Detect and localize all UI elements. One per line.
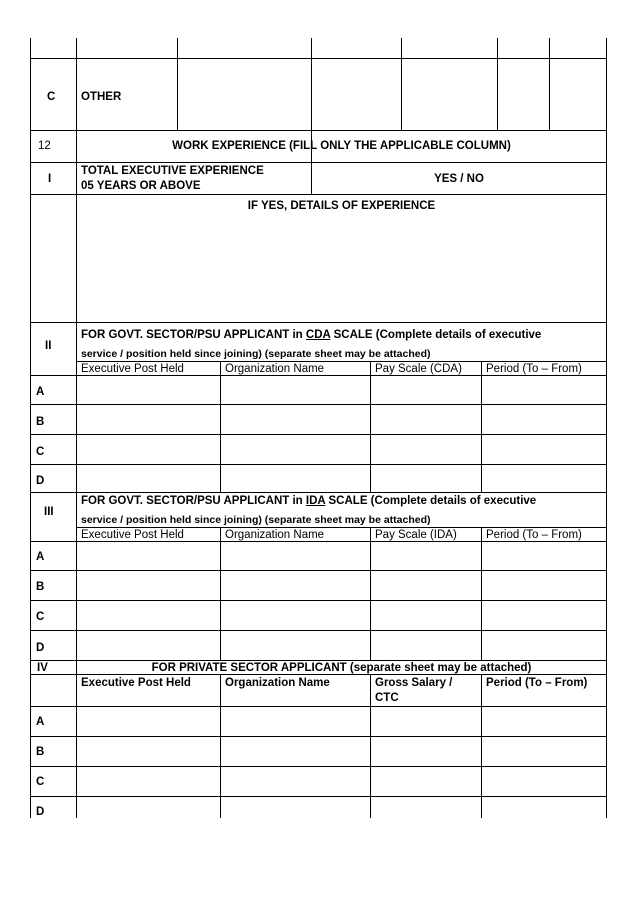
grid-line [30,796,607,797]
experience-label-line1: TOTAL EXECUTIVE EXPERIENCE [81,165,264,177]
cda-row-label-c: C [36,446,45,458]
ida-header-post: Executive Post Held [81,529,184,541]
grid-line [497,38,498,130]
cda-row-label-a: A [36,386,45,398]
grid-line [481,527,482,660]
grid-line [220,674,221,818]
experience-label-line2: 05 YEARS OR ABOVE [81,180,201,192]
section-code-ii: II [45,340,52,352]
private-row-label-d: D [36,806,45,818]
yes-no-field[interactable]: YES / NO [434,173,484,185]
grid-line [30,706,607,707]
code-column-divider [76,38,77,818]
details-heading: IF YES, DETAILS OF EXPERIENCE [247,200,436,212]
ida-row-label-d: D [36,642,45,654]
cda-row-label-d: D [36,475,45,487]
private-title: FOR PRIVATE SECTOR APPLICANT (separate sheet may be attached) [151,662,532,674]
cda-title: FOR GOVT. SECTOR/PSU APPLICANT in CDA SCALE (Complete details of executive [81,329,542,341]
cda-header-post: Executive Post Held [81,363,184,375]
cda-header-organization: Organization Name [225,363,325,375]
ida-header-period: Period (To – From) [486,529,582,541]
grid-line [30,464,607,465]
grid-line [30,570,607,571]
private-header-organization: Organization Name [225,677,330,689]
ida-row-label-c: C [36,611,45,623]
grid-line [30,630,607,631]
grid-line [30,162,607,163]
private-row-label-a: A [36,716,45,728]
grid-line [370,527,371,660]
private-row-label-c: C [36,776,45,788]
row-label-other: OTHER [81,91,122,103]
private-header-period: Period (To – From) [486,677,588,689]
grid-line [370,674,371,818]
section-code-iv: IV [37,662,48,674]
grid-line [30,434,607,435]
table-border-right [606,38,607,818]
ida-subtitle: service / position held since joining) (separate sheet may be attached) [81,514,431,526]
table-border-left [30,38,31,818]
private-header-post: Executive Post Held [81,677,191,689]
grid-line [30,736,607,737]
cda-row-label-b: B [36,416,45,428]
private-header-salary: Gross Salary / [375,677,453,689]
grid-line [30,130,607,131]
grid-line [30,766,607,767]
grid-line [549,38,550,130]
section-title: WORK EXPERIENCE (FILL ONLY THE APPLICABLE COLUMN) [172,140,511,152]
grid-line [177,38,178,130]
grid-line [481,674,482,818]
private-header-salary-line2: CTC [375,692,399,704]
grid-line [220,527,221,660]
grid-line [220,361,221,492]
ida-header-pay-scale: Pay Scale (IDA) [375,529,457,541]
cda-subtitle: service / position held since joining) (separate sheet may be attached) [81,348,431,360]
grid-line [311,38,312,194]
cda-header-pay-scale: Pay Scale (CDA) [375,363,462,375]
grid-line [30,600,607,601]
private-row-label-b: B [36,746,45,758]
row-code-c: C [47,91,56,103]
grid-line [481,361,482,492]
grid-line [401,38,402,130]
experience-details-area[interactable] [77,214,606,321]
grid-line [30,404,607,405]
row-code-i: I [48,173,52,185]
ida-title: FOR GOVT. SECTOR/PSU APPLICANT in IDA SCALE (Complete details of executive [81,495,537,507]
cda-header-period: Period (To – From) [486,363,582,375]
grid-line [370,361,371,492]
section-number: 12 [38,140,51,152]
grid-line [30,194,607,195]
ida-row-label-a: A [36,551,45,563]
ida-header-organization: Organization Name [225,529,325,541]
section-code-iii: III [44,506,54,518]
ida-row-label-b: B [36,581,45,593]
grid-line [30,58,607,59]
grid-line [30,492,607,493]
grid-line [30,322,607,323]
